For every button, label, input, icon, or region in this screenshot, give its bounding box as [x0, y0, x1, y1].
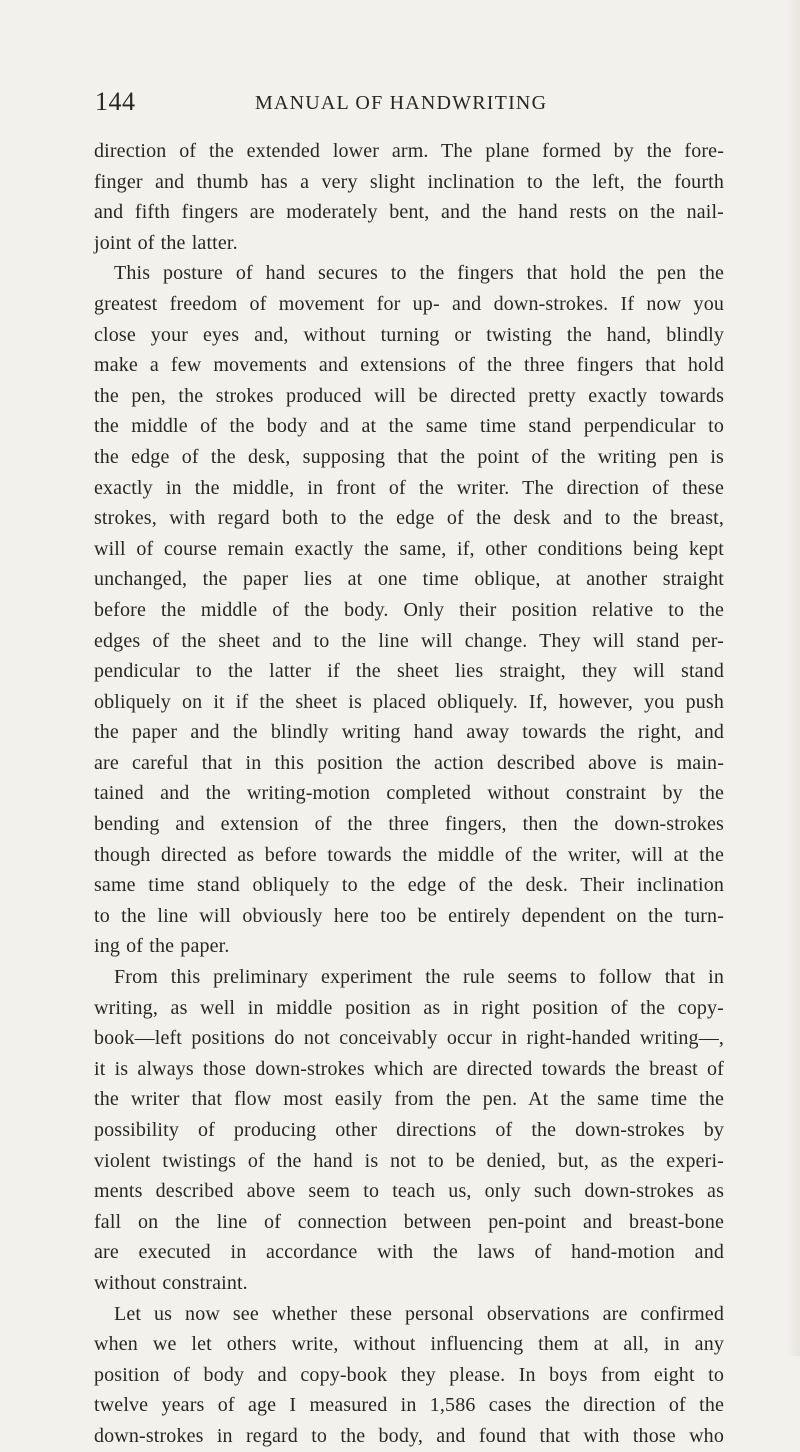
text-line: position of body and copy-book they please. In boys from eight to [94, 1363, 724, 1386]
text-line: edges of the sheet and to the line will change. They will stand per- [94, 629, 724, 652]
text-line: tained and the writing-motion completed without constraint by the [94, 782, 724, 805]
page-edge-shadow [786, 0, 800, 1356]
text-line: Let us now see whether these personal observations are confirmed [114, 1302, 724, 1325]
text-line: From this preliminary experiment the rule seems to follow that in [114, 966, 724, 989]
text-line: and fifth fingers are moderately bent, and the hand rests on the nail- [94, 201, 724, 224]
text-line: twelve years of age I measured in 1,586 cases the direction of the [94, 1394, 724, 1417]
text-line: the edge of the desk, supposing that the point of the writing pen is [94, 445, 724, 468]
body-text [94, 136, 724, 1452]
text-line: ing of the paper. [94, 935, 230, 958]
text-line: the pen, the strokes produced will be directed pretty exactly towards [94, 384, 724, 407]
text-line: ments described above seem to teach us, only such down-strokes as [94, 1180, 724, 1203]
page-header [95, 86, 715, 118]
text-line: the writer that flow most easily from the pen. At the same time the [94, 1088, 724, 1111]
text-line: are executed in accordance with the laws of hand-motion and [94, 1241, 724, 1264]
text-line: though directed as before towards the middle of the writer, will at the [94, 843, 724, 866]
text-line: will of course remain exactly the same, if, other conditions being kept [94, 537, 724, 560]
text-line: down-strokes in regard to the body, and found that with those who [94, 1424, 724, 1447]
page-number: 144 [95, 87, 136, 116]
text-line: fall on the line of connection between pen-point and breast-bone [94, 1210, 724, 1233]
text-line: close your eyes and, without turning or twisting the hand, blindly [94, 323, 724, 346]
text-line: pendicular to the latter if the sheet lies straight, they will stand [94, 660, 724, 683]
text-line: strokes, with regard both to the edge of the desk and to the breast, [94, 507, 724, 530]
text-line: the paper and the blindly writing hand away towards the right, and [94, 721, 724, 744]
text-line: exactly in the middle, in front of the writer. The direction of these [94, 476, 724, 499]
text-line: without constraint. [94, 1271, 248, 1294]
text-line: violent twistings of the hand is not to be denied, but, as the experi- [94, 1149, 724, 1172]
text-line: finger and thumb has a very slight inclination to the left, the fourth [94, 170, 724, 193]
text-line: This posture of hand secures to the fingers that hold the pen the [114, 262, 724, 285]
text-line: joint of the latter. [94, 231, 238, 254]
text-line: bending and extension of the three fingers, then the down-strokes [94, 813, 724, 836]
text-line: are careful that in this position the action described above is main- [94, 751, 724, 774]
text-line: possibility of producing other directions of the down-strokes by [94, 1119, 724, 1141]
text-line: before the middle of the body. Only their position relative to the [94, 598, 724, 621]
text-line: unchanged, the paper lies at one time oblique, at another straight [94, 568, 724, 591]
text-line: to the line will obviously here too be entirely dependent on the turn- [94, 904, 724, 927]
text-line: same time stand obliquely to the edge of the desk. Their inclination [94, 874, 724, 897]
text-line: writing, as well in middle position as in right position of the copy- [94, 996, 724, 1019]
text-line: direction of the extended lower arm. The plane formed by the fore- [94, 140, 724, 162]
text-line: make a few movements and extensions of the three fingers that hold [94, 354, 724, 377]
text-line: when we let others write, without influencing them at all, in any [94, 1333, 724, 1356]
text-line: obliquely on it if the sheet is placed obliquely. If, however, you push [94, 690, 724, 713]
text-line: book—left positions do not conceivably occur in right-handed writing—, [94, 1027, 724, 1050]
text-line: it is always those down-strokes which are directed towards the breast of [94, 1057, 724, 1080]
text-line: the middle of the body and at the same time stand perpendicular to [94, 415, 724, 438]
running-head: MANUAL OF HANDWRITING [255, 92, 548, 114]
text-line: greatest freedom of movement for up- and down-strokes. If now you [94, 292, 724, 315]
